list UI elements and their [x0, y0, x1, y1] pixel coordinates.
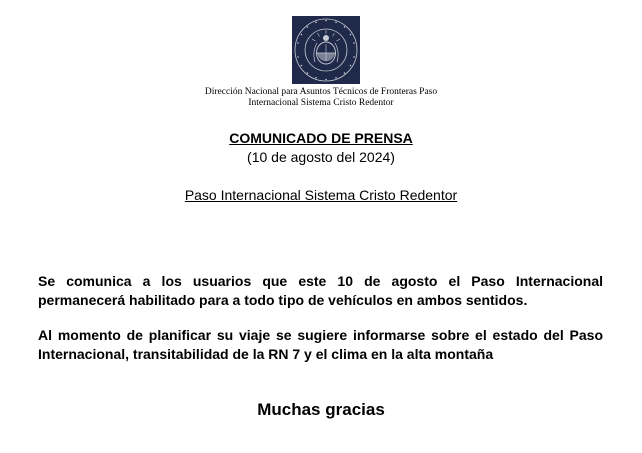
- press-release-subject: Paso Internacional Sistema Cristo Redentor: [184, 187, 458, 203]
- body-paragraph-1-line-1: Se comunica a los usuarios que este 10 de agosto el Paso Internacional: [38, 273, 603, 289]
- agency-name-line-1: Dirección Nacional para Asuntos Técnicos de Fronteras Paso: [204, 87, 438, 97]
- body-paragraph-2-line-2: Internacional, transitabilidad de la RN 7 y el clima en la alta montaña: [38, 346, 494, 362]
- body-paragraph-1: [38, 272, 603, 310]
- ministry-seal-icon: [292, 16, 360, 84]
- press-release-date: (10 de agosto del 2024): [247, 149, 395, 165]
- press-release-title: COMUNICADO DE PRENSA: [229, 130, 413, 146]
- body-paragraph-2: [38, 326, 603, 364]
- closing-thanks: Muchas gracias: [257, 400, 385, 419]
- body-paragraph-1-line-2: permanecerá habilitado para a todo tipo de vehículos en ambos sentidos.: [38, 292, 528, 308]
- agency-name-line-2: Internacional Sistema Cristo Redentor: [248, 98, 394, 108]
- body-paragraph-2-line-1: Al momento de planificar su viaje se sugiere informarse sobre el estado del Paso: [38, 327, 603, 343]
